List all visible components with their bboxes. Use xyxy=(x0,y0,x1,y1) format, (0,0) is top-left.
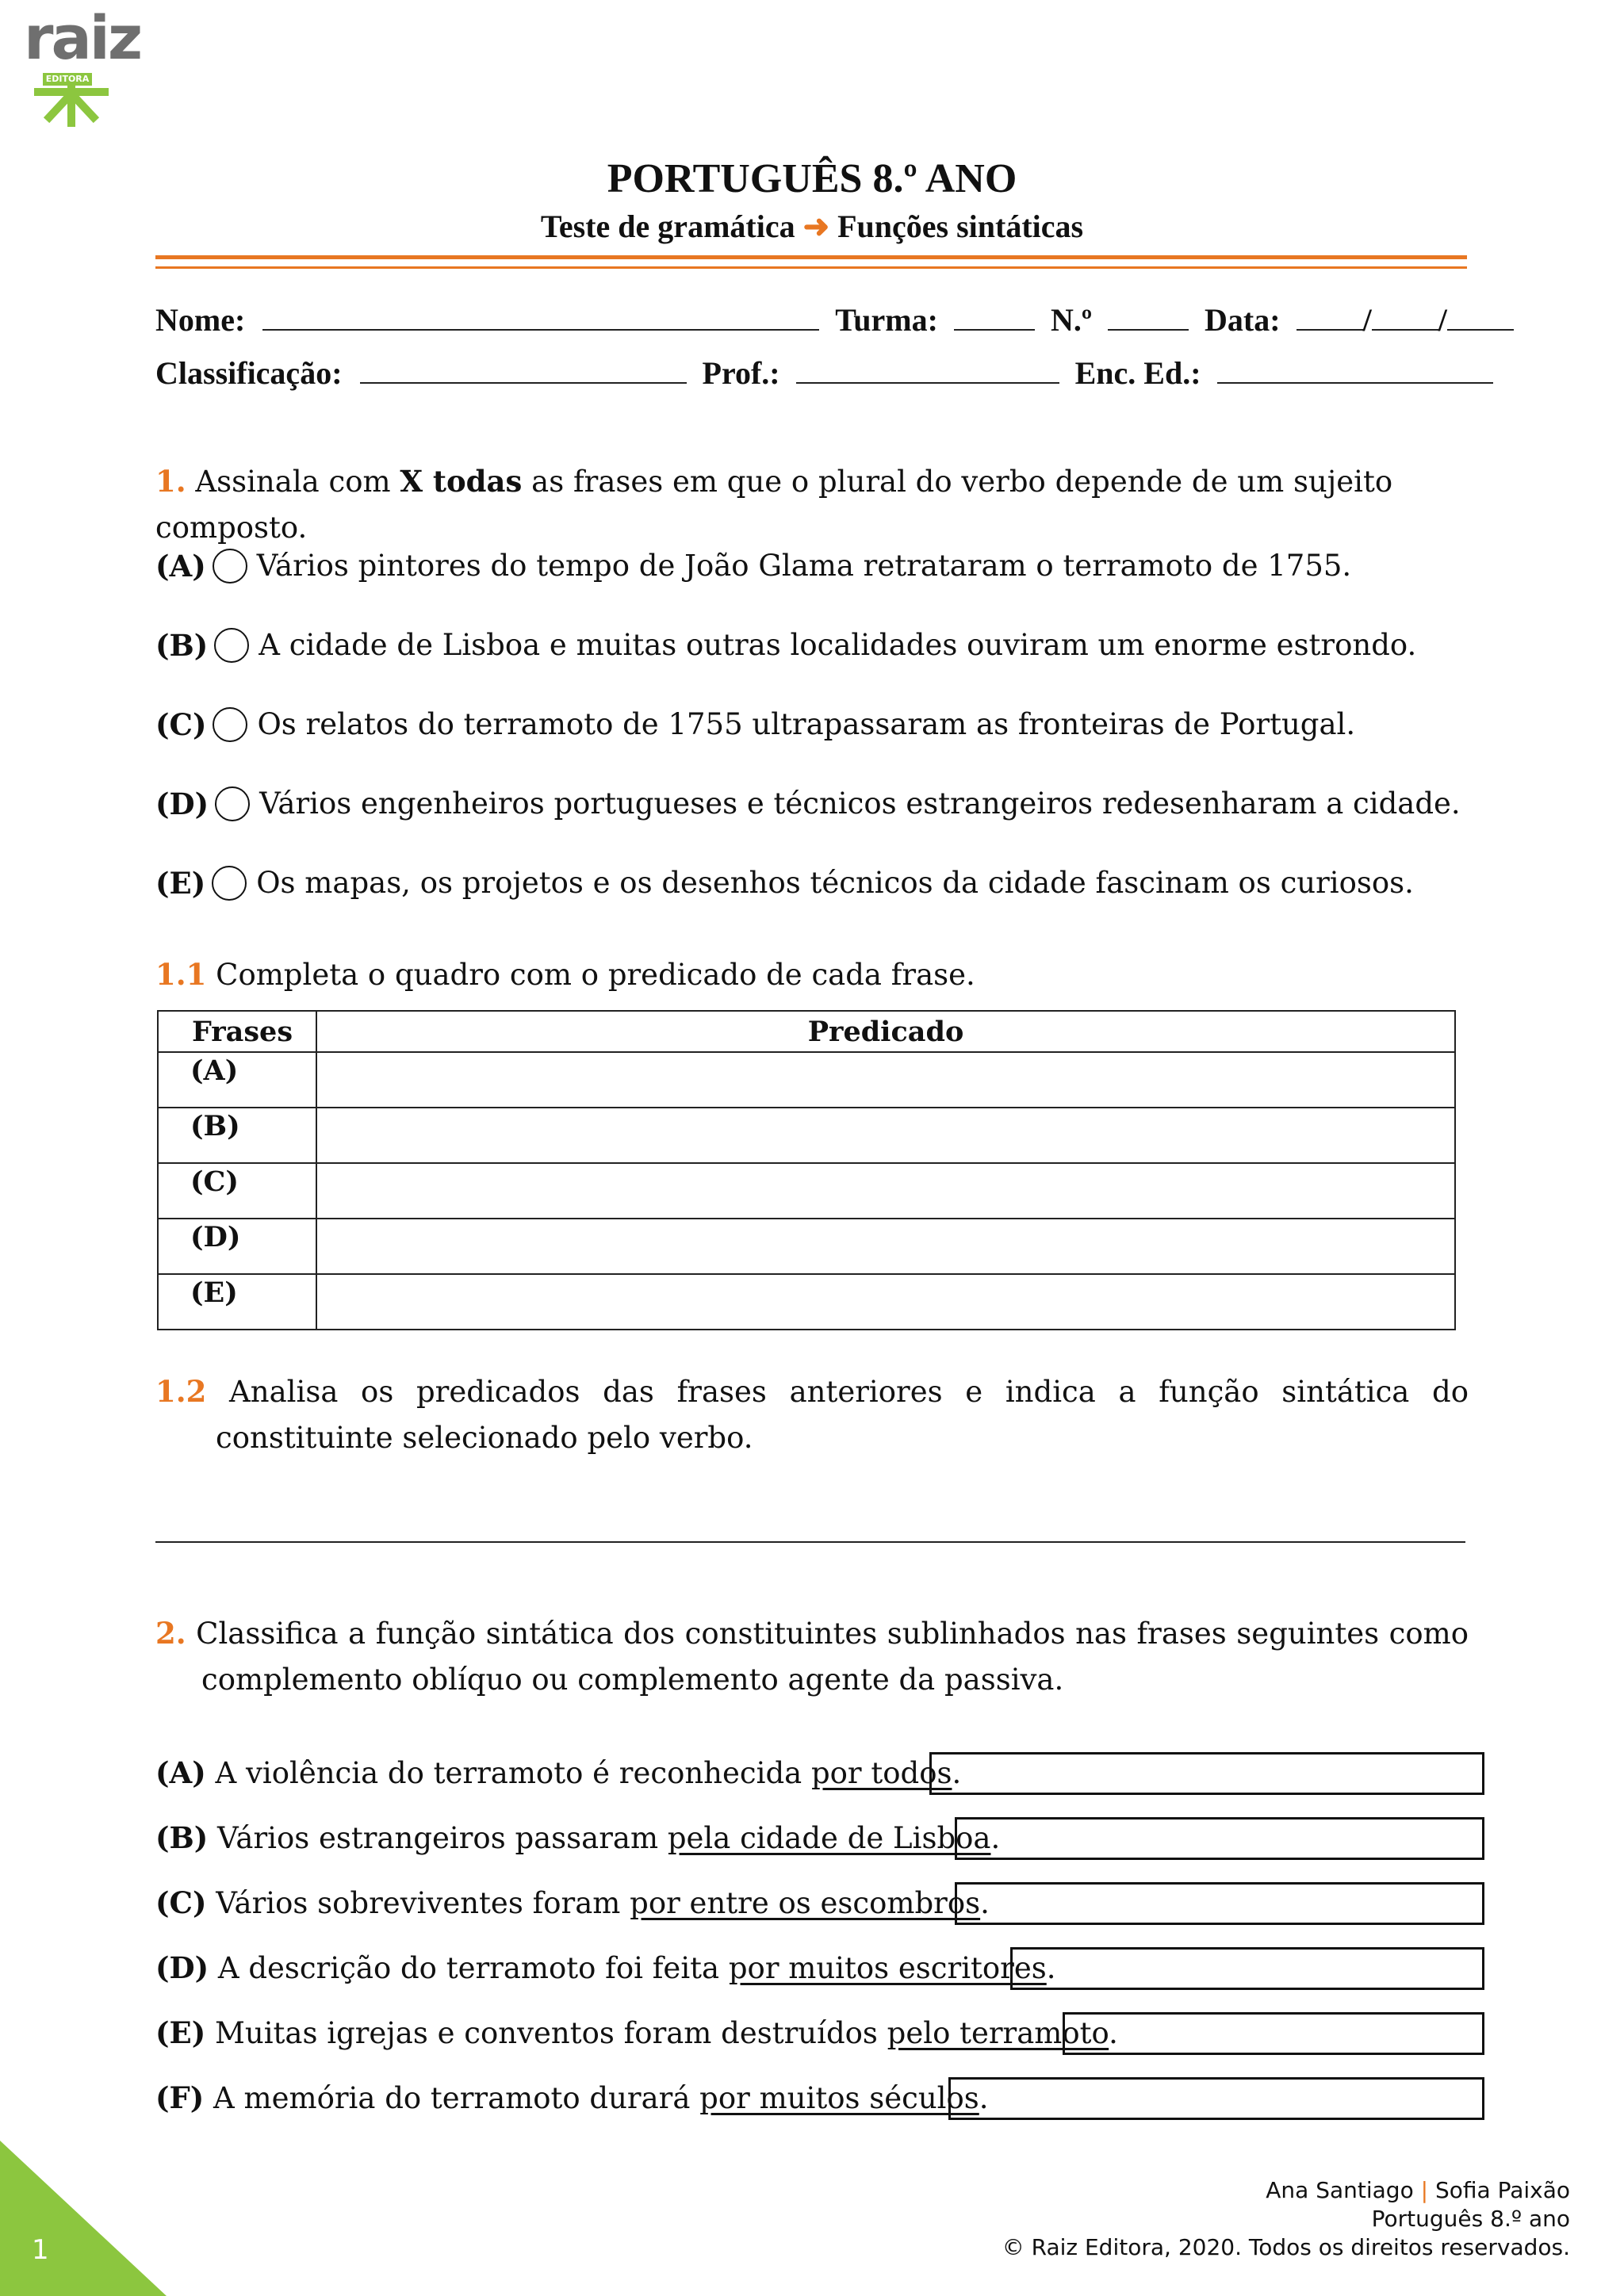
numero-field[interactable] xyxy=(1108,305,1189,331)
arrow-right-icon: ➜ xyxy=(802,209,830,244)
option-checkbox[interactable] xyxy=(214,628,249,663)
table-row xyxy=(158,1108,1455,1163)
item-text: A memória do terramoto durará xyxy=(204,2081,700,2115)
underlined-constituent: por todos xyxy=(810,1756,952,1790)
option-letter: (E) xyxy=(155,866,206,901)
option-letter: (C) xyxy=(155,707,207,742)
table-row xyxy=(158,1052,1455,1108)
item-end: . xyxy=(990,1821,1001,1855)
prof-field[interactable] xyxy=(796,358,1059,384)
table-row xyxy=(158,1163,1455,1219)
option-checkbox[interactable] xyxy=(213,707,247,742)
item-text: Vários estrangeiros passaram xyxy=(208,1821,668,1855)
underlined-constituent: por muitos séculos xyxy=(699,2081,979,2115)
item-text: Muitas igrejas e conventos foram destruídos xyxy=(205,2016,887,2050)
data-separator: / xyxy=(1438,302,1447,338)
brand-logo-icon xyxy=(32,82,111,127)
subtitle-right: Funções sintáticas xyxy=(837,209,1084,244)
item-letter: (C) xyxy=(155,1885,207,1920)
item-letter: (B) xyxy=(155,1820,209,1855)
question-1 xyxy=(155,458,1469,551)
option-checkbox[interactable] xyxy=(212,866,247,901)
enc-field[interactable] xyxy=(1217,358,1493,384)
option-text: A cidade de Lisboa e muitas outras localidades ouviram um enorme estrondo. xyxy=(259,628,1417,662)
table-row-label: (D) xyxy=(158,1219,316,1274)
question-text: Analisa os predicados das frases anteriores e indica a função sintática do constituinte selecionado pelo verbo. xyxy=(206,1375,1469,1455)
item-letter: (A) xyxy=(155,1755,206,1790)
option-row xyxy=(155,784,1503,824)
table-row xyxy=(158,1274,1455,1330)
header-divider xyxy=(155,255,1467,259)
answer-box[interactable] xyxy=(929,1752,1484,1795)
question-text: as frases em que o plural do verbo depende de um sujeito composto. xyxy=(155,465,1393,545)
classify-row xyxy=(155,1948,1056,1988)
item-end: . xyxy=(1046,1951,1056,1985)
classify-row xyxy=(155,2078,989,2118)
item-end: . xyxy=(980,1886,990,1920)
table-row-label: (C) xyxy=(158,1163,316,1219)
option-text: Vários engenheiros portugueses e técnicos estrangeiros redesenharam a cidade. xyxy=(259,786,1461,821)
answer-box[interactable] xyxy=(955,1817,1484,1860)
question-number: 1.2 xyxy=(155,1374,207,1409)
page-title: PORTUGUÊS 8.º ANO xyxy=(607,156,1017,201)
item-end: . xyxy=(952,1756,962,1790)
classify-row xyxy=(155,1883,990,1923)
answer-box[interactable] xyxy=(1010,1947,1484,1990)
question-number: 1.1 xyxy=(155,957,207,992)
question-text: Assinala com xyxy=(195,465,400,499)
option-text: Os mapas, os projetos e os desenhos técnicos da cidade fascinam os curiosos. xyxy=(256,866,1414,900)
question-number: 1. xyxy=(155,464,186,499)
option-letter: (B) xyxy=(155,628,209,663)
question-1-1 xyxy=(155,951,1469,998)
footer-copyright: © Raiz Editora, 2020. Todos os direitos reservados. xyxy=(1002,2234,1570,2260)
answer-box[interactable] xyxy=(955,1882,1484,1925)
item-text: A descrição do terramoto foi feita xyxy=(209,1951,729,1985)
underlined-constituent: por muitos escritores xyxy=(728,1951,1047,1985)
page-number: 1 xyxy=(32,2234,49,2266)
brand-logo-subtitle: EDITORA xyxy=(43,73,92,86)
page-corner-decoration xyxy=(0,2141,167,2296)
item-text: A violência do terramoto é reconhecida xyxy=(205,1756,811,1790)
footer-author-1: Ana Santiago xyxy=(1266,2177,1414,2203)
classify-row xyxy=(155,1753,961,1793)
predicate-answer-cell[interactable] xyxy=(316,1052,1455,1108)
brand-logo-text: raiz xyxy=(24,2,141,73)
table-header-predicado: Predicado xyxy=(316,1011,1455,1052)
predicate-answer-cell[interactable] xyxy=(316,1108,1455,1163)
data-label: Data: xyxy=(1205,302,1281,338)
option-text: Os relatos do terramoto de 1755 ultrapassaram as fronteiras de Portugal. xyxy=(257,707,1356,741)
turma-field[interactable] xyxy=(954,305,1035,331)
table-row xyxy=(158,1219,1455,1274)
data-day-field[interactable] xyxy=(1297,305,1363,331)
classify-row xyxy=(155,2013,1118,2053)
item-text: Vários sobreviventes foram xyxy=(206,1886,630,1920)
table-header-row xyxy=(158,1011,1455,1052)
footer-author-2: Sofia Paixão xyxy=(1434,2177,1570,2203)
item-letter: (D) xyxy=(155,1950,209,1985)
predicate-answer-cell[interactable] xyxy=(316,1219,1455,1274)
option-checkbox[interactable] xyxy=(213,549,247,584)
enc-label: Enc. Ed.: xyxy=(1074,355,1201,391)
option-letter: (A) xyxy=(155,549,206,584)
table-header-frases: Frases xyxy=(158,1011,316,1052)
option-row xyxy=(155,863,1503,903)
subtitle-left: Teste de gramática xyxy=(540,209,795,244)
nome-label: Nome: xyxy=(155,302,246,338)
question-1-2 xyxy=(155,1368,1469,1461)
classify-row xyxy=(155,1818,1000,1858)
underlined-constituent: por entre os escombros xyxy=(630,1886,981,1920)
option-checkbox[interactable] xyxy=(215,786,250,821)
underlined-constituent: pelo terramoto xyxy=(887,2016,1109,2050)
question-text-bold: X todas xyxy=(400,464,523,499)
data-year-field[interactable] xyxy=(1447,305,1514,331)
question-2 xyxy=(155,1610,1469,1703)
footer-book: Português 8.º ano xyxy=(1371,2206,1570,2232)
option-row xyxy=(155,626,1503,665)
answer-line[interactable] xyxy=(155,1541,1465,1543)
predicate-answer-cell[interactable] xyxy=(316,1163,1455,1219)
footer-authors xyxy=(1266,2177,1570,2203)
answer-box[interactable] xyxy=(1063,2012,1484,2055)
student-fields-row-2 xyxy=(155,354,1472,392)
underlined-constituent: pela cidade de Lisboa xyxy=(667,1821,991,1855)
page-subtitle xyxy=(0,208,1624,245)
item-letter: (F) xyxy=(155,2080,205,2115)
question-text: Completa o quadro com o predicado de cada frase. xyxy=(206,958,975,992)
question-text: Classifica a função sintática dos constituintes sublinhados nas frases seguintes como complemento oblíquo ou complemento agente da passiva. xyxy=(186,1617,1469,1697)
footer-separator: | xyxy=(1420,2177,1429,2203)
item-letter: (E) xyxy=(155,2015,206,2050)
table-row-label: (E) xyxy=(158,1274,316,1330)
option-row xyxy=(155,705,1503,744)
data-separator: / xyxy=(1362,302,1372,338)
student-fields-row-1 xyxy=(155,301,1472,339)
data-month-field[interactable] xyxy=(1372,305,1438,331)
question-number: 2. xyxy=(155,1616,186,1651)
item-end: . xyxy=(979,2081,989,2115)
answer-box[interactable] xyxy=(948,2077,1484,2120)
classificacao-label: Classificação: xyxy=(155,355,343,391)
option-row xyxy=(155,546,1503,586)
classificacao-field[interactable] xyxy=(360,358,687,384)
turma-label: Turma: xyxy=(835,302,938,338)
option-letter: (D) xyxy=(155,786,209,821)
numero-label: N.º xyxy=(1050,302,1093,338)
prof-label: Prof.: xyxy=(702,355,780,391)
nome-field[interactable] xyxy=(262,305,819,331)
item-end: . xyxy=(1109,2016,1118,2050)
table-row-label: (A) xyxy=(158,1052,316,1108)
table-row-label: (B) xyxy=(158,1108,316,1163)
predicate-table xyxy=(157,1010,1456,1330)
header-divider-thin xyxy=(155,266,1467,269)
option-text: Vários pintores do tempo de João Glama retrataram o terramoto de 1755. xyxy=(256,549,1352,583)
predicate-answer-cell[interactable] xyxy=(316,1274,1455,1330)
